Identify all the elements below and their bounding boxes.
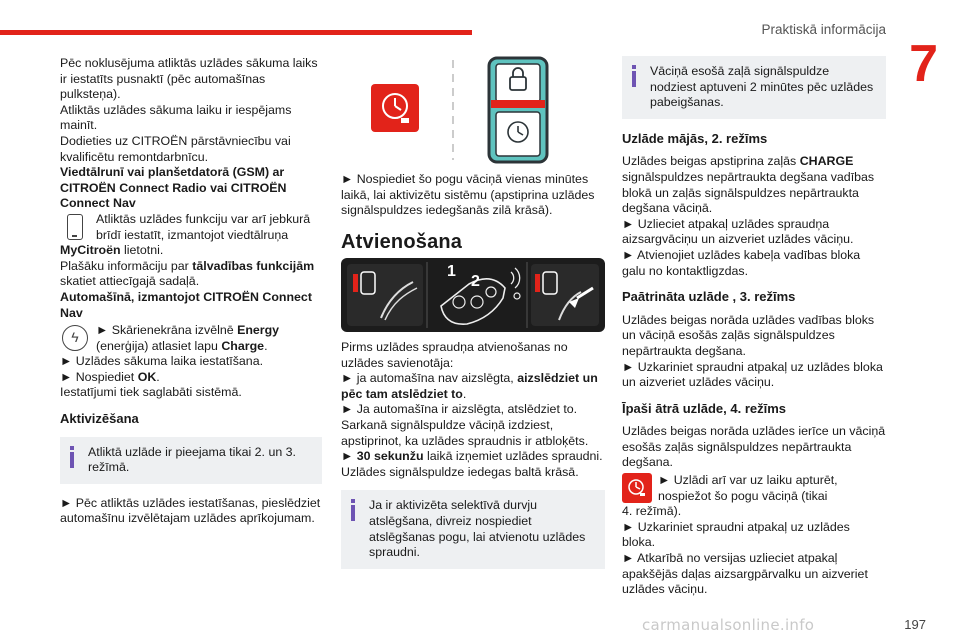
paragraph: ► 30 sekunžu laikā izņemiet uzlādes spraudni. bbox=[341, 449, 603, 464]
energy-bolt-icon: ϟ bbox=[60, 323, 90, 353]
energy-info-row bbox=[60, 323, 322, 354]
paragraph: Pirms uzlādes spraudņa atvienošanas no uzlādes savienotāja: bbox=[341, 340, 568, 370]
paragraph: Pēc noklusējuma atliktās uzlādes sākuma laiks ir iestatīts pusnaktī (pēc automašīnas pulksteņa). bbox=[60, 56, 318, 102]
paragraph: ► Atvienojiet uzlādes kabeļa vadības bloka galu no kontaktligzdas. bbox=[622, 247, 861, 278]
flap-lock-panel bbox=[489, 58, 547, 162]
pause-charge-row bbox=[622, 473, 886, 504]
info-note: Vāciņā esošā zaļā signālspuldze nodziest aptuveni 2 minūtes pēc uzlādes pabeigšanas. bbox=[622, 56, 886, 119]
info-note: Ja ir aktivizēta selektīvā durvju atslēgšana, divreiz nospiediet atslēgšanas pogu, lai atvienotu uzlādes spraudni. bbox=[341, 490, 605, 568]
paragraph: Sarkanā signālspuldze vāciņā izdziest, apstiprinot, ka uzlādes spraudnis ir atbloķēts. bbox=[341, 417, 589, 448]
section-heading-disconnect: Atvienošana bbox=[341, 230, 463, 253]
paragraph: ► Uzlādes sākuma laika iestatīšana. bbox=[60, 354, 264, 369]
page-number: 197 bbox=[904, 617, 926, 632]
paragraph: 4. režīmā). bbox=[622, 504, 682, 519]
section-heading-super-fast-charging: Īpaši ātrā uzlāde, 4. režīms bbox=[622, 400, 787, 416]
section-heading-activation: Aktivizēšana bbox=[60, 411, 139, 427]
column-1 bbox=[60, 56, 322, 527]
info-icon bbox=[632, 65, 636, 87]
phone-info-row bbox=[60, 212, 322, 243]
step-label-1: 1 bbox=[447, 263, 456, 280]
paragraph: ► Nospiediet OK. bbox=[60, 369, 160, 384]
delayed-charge-timer-icon bbox=[371, 84, 419, 132]
paragraph: Iestatījumi tiek saglabāti sistēmā. bbox=[60, 385, 242, 400]
paragraph: ► Uzlādi arī var uz laiku apturēt, nospiežot šo pogu vāciņā (tikai bbox=[658, 473, 838, 503]
section-heading-accelerated-charging: Paātrināta uzlāde , 3. režīms bbox=[622, 289, 796, 305]
paragraph: Atliktās uzlādes funkciju var arī jebkurā brīdī iestatīt, izmantojot viedtālruņa bbox=[96, 211, 311, 242]
paragraph: MyCitroën lietotni. bbox=[60, 243, 164, 258]
paragraph: ► ja automašīna nav aizslēgta, aizslēdziet un pēc tam atslēdziet to. bbox=[341, 371, 598, 401]
flap-unlocked-panel bbox=[531, 264, 599, 326]
disconnect-figure bbox=[341, 258, 605, 332]
paragraph: ► Pēc atliktās uzlādes iestatīšanas, pieslēdziet automašīnu izvēlētajam uzlādes aprīkojumam. bbox=[60, 495, 321, 526]
page-header-title: Praktiskā informācija bbox=[761, 22, 886, 37]
flap-locked-panel bbox=[347, 264, 423, 326]
paragraph: ► Skārienekrāna izvēlnē Energy (enerģija) atlasiet lapu Charge. bbox=[96, 323, 280, 353]
header-red-bar bbox=[0, 30, 472, 35]
delayed-charge-timer-icon bbox=[622, 473, 652, 503]
paragraph: ► Uzkariniet spraudni atpakaļ uz uzlādes bloka. bbox=[622, 519, 850, 550]
paragraph: Atliktās uzlādes sākuma laiku ir iespējams mainīt. bbox=[60, 102, 292, 133]
column-2 bbox=[341, 172, 605, 264]
paragraph: Uzlādes beigas apstiprina zaļās CHARGE signālspuldzes nepārtraukta degšana vadības blokā un zaļās signālspuldzes nepārtraukta degšana vāciņā. bbox=[622, 154, 875, 216]
chapter-number: 7 bbox=[909, 35, 938, 93]
column-2-lower bbox=[341, 340, 605, 581]
paragraph: Plašāku informāciju par tālvadības funkcijām skatiet attiecīgajā sadaļā. bbox=[60, 258, 315, 289]
paragraph: Uzlādes beigas norāda uzlādes vadības bloks un vāciņā esošās zaļās signālspuldzes nepārtraukta degšana. bbox=[622, 312, 875, 358]
subheading-car: Automašīnā, izmantojot CITROËN Connect Nav bbox=[60, 289, 312, 320]
paragraph: Dodieties uz CITROËN pārstāvniecību vai kvalificētu remontdarbnīcu. bbox=[60, 133, 291, 164]
info-icon bbox=[351, 499, 355, 521]
column-3 bbox=[622, 56, 886, 598]
charging-flap-figure bbox=[371, 56, 605, 164]
paragraph: ► Uzkariniet spraudni atpakaļ uz uzlādes bloka un aizveriet uzlādes vāciņu. bbox=[622, 359, 883, 390]
step-label-2: 2 bbox=[471, 273, 480, 290]
info-icon bbox=[70, 446, 74, 468]
paragraph: ► Atkarībā no versijas uzlieciet atpakaļ apakšējās daļas aizsargpārvalku un aizveriet uzlādes vāciņu. bbox=[622, 551, 868, 597]
paragraph: ► Ja automašīna ir aizslēgta, atslēdziet to. bbox=[341, 402, 578, 417]
section-heading-home-charging: Uzlāde mājās, 2. režīms bbox=[622, 130, 768, 146]
info-note: Atliktā uzlāde ir pieejama tikai 2. un 3. režīmā. bbox=[60, 437, 322, 484]
paragraph: ► Uzlieciet atpakaļ uzlādes spraudņa aizsargvāciņu un aizveriet uzlādes vāciņu. bbox=[622, 216, 854, 247]
watermark: carmanualsonline.info bbox=[642, 616, 815, 634]
paragraph: Uzlādes beigas norāda uzlādes ierīce un vāciņā esošās zaļās signālspuldzes nepārtraukta degšana. bbox=[622, 424, 886, 470]
smartphone-icon bbox=[60, 212, 90, 242]
paragraph: Uzlādes signālspuldze iedegas baltā krāsā. bbox=[341, 464, 579, 479]
subheading-phone: Viedtālrunī vai planšetdatorā (GSM) ar CITROËN Connect Radio vai CITROËN Connect Nav bbox=[60, 165, 287, 211]
paragraph: ► Nospiediet šo pogu vāciņā vienas minūtes laikā, lai aktivizētu sistēmu (apstiprina uzlādes signālspuldzes iedegšanās zilā krāsā). bbox=[341, 172, 595, 218]
